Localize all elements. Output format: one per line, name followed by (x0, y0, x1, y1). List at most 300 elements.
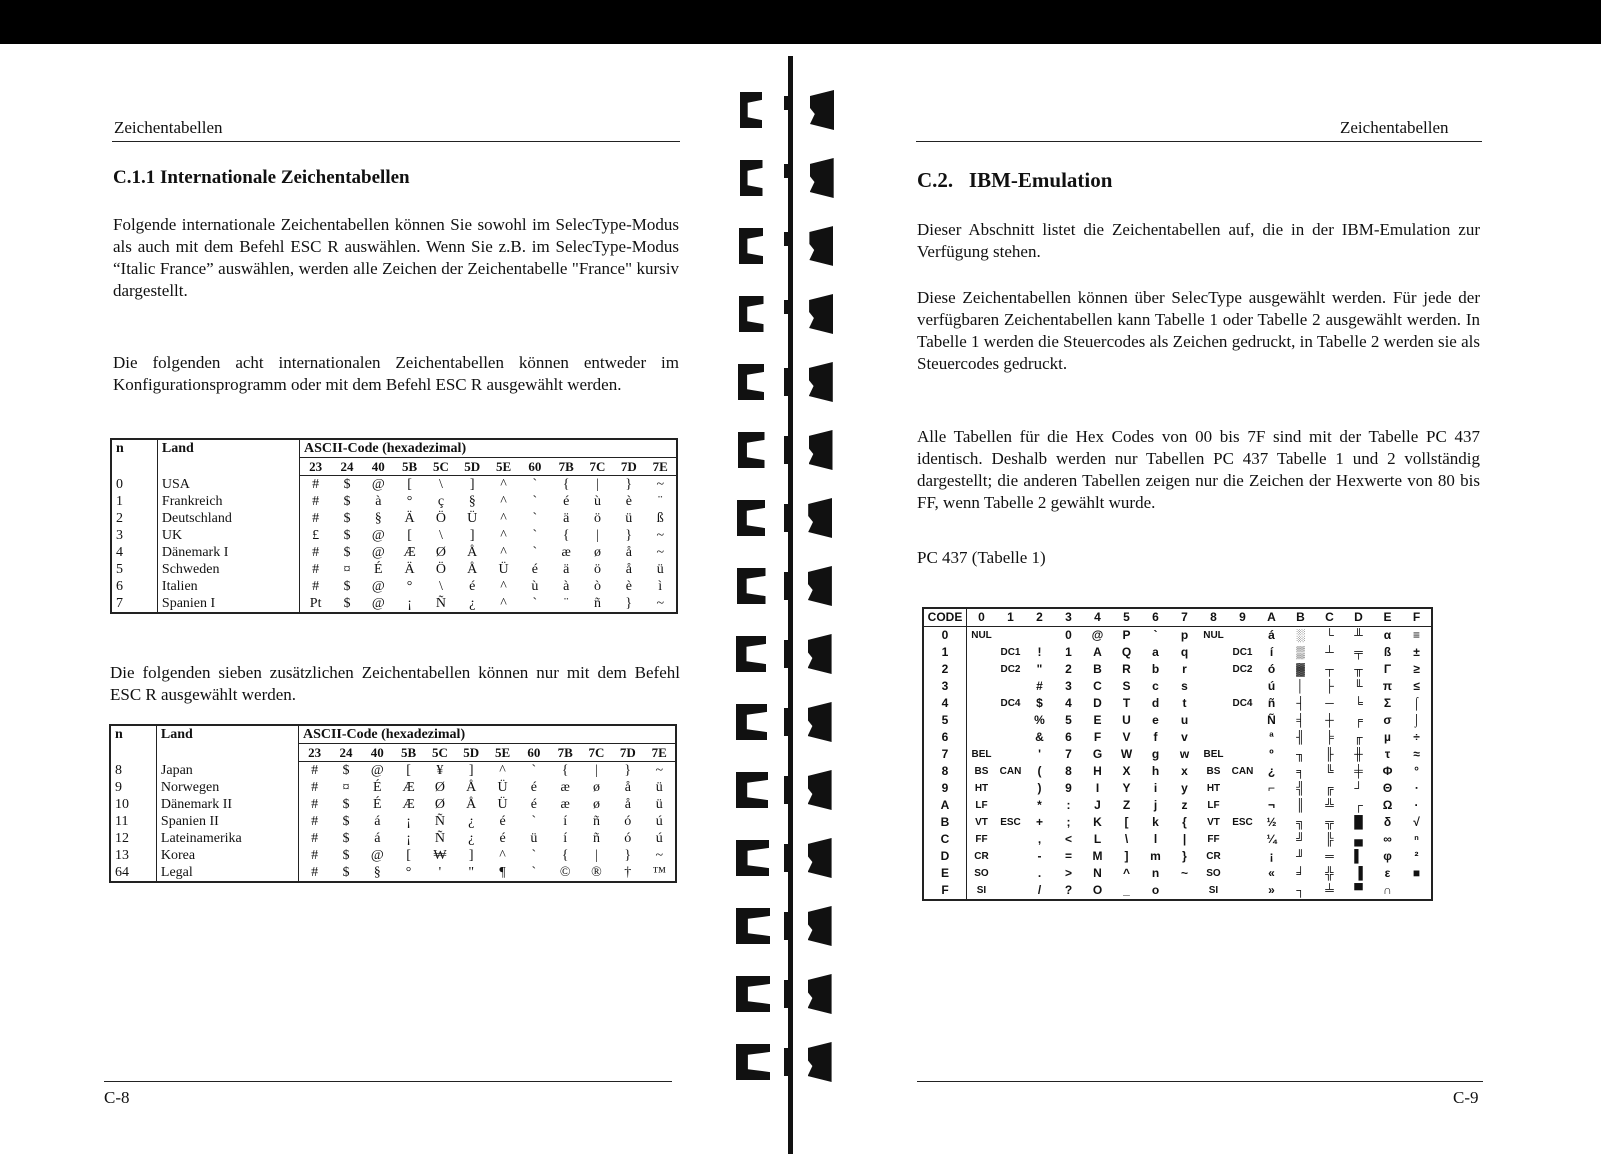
binding-loop-right (810, 90, 834, 130)
char-cell (1170, 882, 1199, 900)
hex-col-header: 8 (1199, 608, 1228, 627)
table-number: 5 (111, 561, 157, 578)
char-cell: \ (438, 528, 443, 543)
hex-row-header: F (923, 882, 967, 900)
table-row (110, 847, 676, 864)
char-cell: 0 (1065, 628, 1072, 642)
table-number: 10 (110, 796, 156, 813)
table-number: 1 (111, 493, 157, 510)
char-cell: ╚ (1325, 764, 1334, 778)
char-cell: ; (1066, 815, 1071, 829)
char-cell: å (625, 562, 632, 577)
char-cell: ╟ (1325, 747, 1334, 761)
char-cell: Ñ (434, 814, 445, 829)
paragraph: Diese Zeichentabellen können über SelecType ausgewählt werden. Für jede der verfügbaren Zeichentabellen kann Tabelle 1 oder Tabelle 2 ausgewählt werden. In Tabelle 1 werden die Steuercodes als Zeichen gedruckt, in Tabelle 2 werden sie als Steuercodes gedruckt. (917, 288, 1480, 373)
char-cell: $ (342, 797, 350, 812)
char-cell: # (312, 511, 320, 526)
section-title: C.1.1 Internationale Zeichentabellen (113, 167, 410, 188)
char-cell: è (625, 579, 632, 594)
char-cell: L (1093, 832, 1102, 846)
binding-loop-left (736, 704, 767, 740)
char-cell: ~ (656, 596, 665, 611)
table-number: 4 (111, 544, 157, 561)
char-cell (1228, 865, 1257, 882)
page-number: C-9 (1453, 1088, 1479, 1107)
char-cell: l (1153, 832, 1158, 846)
char-cell: : (1066, 798, 1071, 812)
char-cell: NUL (1203, 630, 1224, 641)
char-cell: 1 (1065, 645, 1072, 659)
right-page (880, 44, 1601, 1154)
binding-loop-right (808, 1042, 832, 1082)
char-cell: ▌ (1354, 849, 1363, 863)
char-cell: § (468, 494, 476, 509)
hex-code-header: 7E (643, 744, 676, 762)
char-cell: V (1122, 730, 1131, 744)
hex-code-header: 7B (551, 458, 582, 476)
hex-code-header: 7B (550, 744, 581, 762)
char-cell: ] (1124, 849, 1129, 863)
char-cell: b (1151, 662, 1160, 676)
char-cell: I (1095, 781, 1100, 795)
binding-ring (784, 844, 790, 872)
char-cell: @ (371, 477, 385, 492)
hex-col-header: 6 (1141, 608, 1170, 627)
char-cell: # (312, 545, 320, 560)
binding-ring (784, 368, 790, 396)
char-cell: » (1268, 883, 1275, 897)
hex-code-header: 40 (362, 744, 393, 762)
table-row (923, 678, 1432, 695)
char-cell (1199, 661, 1228, 678)
char-cell: $ (342, 814, 350, 829)
char-cell: ∙ (1414, 781, 1419, 795)
char-cell (1228, 848, 1257, 865)
char-cell: W (1120, 747, 1133, 761)
table-row (111, 544, 677, 561)
char-cell: Ü (497, 780, 508, 795)
hex-code-header: 5D (457, 458, 488, 476)
char-cell: ² (1414, 849, 1419, 863)
char-cell: ì (658, 579, 663, 594)
char-cell: ~ (656, 545, 665, 560)
country-name: Norwegen (156, 779, 298, 796)
char-cell: $ (342, 865, 350, 880)
table-row (923, 865, 1432, 882)
char-cell: G (1092, 747, 1103, 761)
char-cell: P (1122, 628, 1131, 642)
char-cell (1199, 644, 1228, 661)
char-cell: § (374, 511, 382, 526)
char-cell: = (1064, 849, 1072, 863)
char-cell: } (625, 528, 633, 543)
char-cell: ö (593, 562, 601, 577)
hex-code-header: 60 (518, 744, 549, 762)
char-cell: è (625, 494, 632, 509)
char-cell: ╥ (1354, 662, 1363, 676)
table-number: 0 (111, 476, 157, 494)
char-cell: ▓ (1296, 662, 1305, 676)
char-cell (996, 865, 1025, 882)
char-cell: @ (371, 528, 385, 543)
char-cell: ~ (655, 763, 664, 778)
hex-row-header: D (923, 848, 967, 865)
char-cell: ± (1413, 645, 1420, 659)
char-cell: ø (592, 780, 600, 795)
char-cell: Ø (434, 780, 445, 795)
char-cell: τ (1384, 747, 1391, 761)
hex-code-header: 7C (582, 458, 613, 476)
char-cell: Ä (404, 562, 415, 577)
char-cell: å (624, 797, 631, 812)
char-cell: S (1122, 679, 1131, 693)
char-cell: ░ (1296, 628, 1305, 642)
char-cell: { (562, 528, 570, 543)
table-row (111, 493, 677, 510)
char-cell: ∩ (1383, 883, 1392, 897)
country-name: UK (157, 527, 299, 544)
char-cell: ¿ (1267, 764, 1276, 778)
table-row (111, 578, 677, 595)
char-cell: $ (342, 848, 350, 863)
country-name: USA (157, 476, 299, 494)
char-cell: Σ (1383, 696, 1392, 710)
char-cell: - (1037, 849, 1042, 863)
char-cell: # (312, 579, 320, 594)
binding-ring (784, 436, 790, 464)
table-row (923, 644, 1432, 661)
char-cell: ó (1267, 662, 1276, 676)
char-cell: ┼ (1325, 713, 1334, 727)
binding-ring (784, 980, 790, 1008)
binding-loop-right (808, 906, 832, 946)
char-cell: e (1152, 713, 1159, 727)
char-cell: ^ (500, 477, 507, 492)
table-number: 3 (111, 527, 157, 544)
char-cell: ) (1037, 781, 1042, 795)
char-cell: ^ (500, 596, 507, 611)
char-cell: Ω (1382, 798, 1393, 812)
char-cell (996, 627, 1025, 645)
char-cell: Θ (1382, 781, 1393, 795)
hex-code-header: 5C (425, 458, 456, 476)
hex-code-header: 7C (581, 744, 612, 762)
binding-loop-left (736, 636, 766, 672)
char-cell: ¿ (468, 814, 475, 829)
char-cell: ` (531, 865, 537, 880)
char-cell: √ (1413, 815, 1420, 829)
hex-col-header: D (1344, 608, 1373, 627)
char-cell: ^ (499, 848, 506, 863)
char-cell: ═ (1325, 849, 1334, 863)
char-cell: ε (1384, 866, 1391, 880)
binding-ring (784, 912, 790, 940)
char-cell: ┐ (1296, 883, 1305, 897)
binding-loop-left (738, 364, 764, 400)
char-cell: J (1094, 798, 1101, 812)
char-cell: ÷ (1413, 730, 1420, 744)
char-cell: « (1268, 866, 1275, 880)
char-cell: $ (342, 763, 350, 778)
char-cell: $ (342, 831, 350, 846)
char-cell: @ (370, 848, 384, 863)
char-cell: k (1152, 815, 1159, 829)
table-number: 2 (111, 510, 157, 527)
table-number: 12 (110, 830, 156, 847)
char-cell: ] (469, 528, 475, 543)
char-cell: CR (1206, 851, 1221, 862)
char-cell: CR (974, 851, 989, 862)
hex-row-header: 7 (923, 746, 967, 763)
char-cell: á (1268, 628, 1275, 642)
char-cell: y (1181, 781, 1188, 795)
char-cell: ╙ (1354, 679, 1363, 693)
char-cell (1228, 678, 1257, 695)
char-cell: ø (593, 545, 601, 560)
hex-col-header: E (1373, 608, 1402, 627)
binding-ring (784, 1048, 790, 1076)
char-cell: # (311, 797, 319, 812)
char-cell: Ñ (1267, 713, 1276, 727)
char-cell: í (1269, 645, 1274, 659)
char-cell: s (1181, 679, 1188, 693)
char-cell: ¡ (406, 814, 411, 829)
char-cell (1228, 780, 1257, 797)
hex-row-header: E (923, 865, 967, 882)
char-cell: ä (563, 562, 570, 577)
table-row (111, 476, 677, 494)
char-cell: DC2 (1232, 664, 1253, 675)
char-cell (1228, 882, 1257, 900)
char-cell: ┘ (1354, 781, 1363, 795)
char-cell: X (1122, 764, 1131, 778)
char-cell: ⌐ (1267, 781, 1275, 795)
char-cell: å (624, 780, 631, 795)
char-cell: ß (1383, 645, 1392, 659)
table-number: 11 (110, 813, 156, 830)
hex-row-header: A (923, 797, 967, 814)
char-cell (1199, 712, 1228, 729)
char-cell: [ (407, 477, 412, 492)
country-name: Italien (157, 578, 299, 595)
char-cell: 3 (1065, 679, 1072, 693)
char-cell: └ (1325, 628, 1334, 642)
running-head: Zeichentabellen (114, 118, 223, 137)
char-cell: ╫ (1354, 747, 1363, 761)
char-cell (996, 746, 1025, 763)
char-cell: Å (467, 545, 478, 560)
char-cell: ™ (652, 865, 667, 880)
char-cell: π (1382, 679, 1393, 693)
char-cell (996, 712, 1025, 729)
table-row (923, 695, 1432, 712)
char-cell: Ø (435, 545, 446, 560)
char-cell: o (1151, 883, 1160, 897)
hex-row-header: 3 (923, 678, 967, 695)
char-cell: £ (312, 528, 320, 543)
char-cell (967, 661, 997, 678)
char-cell: ¥ (436, 763, 444, 778)
table-row (923, 729, 1432, 746)
char-cell: æ (560, 780, 570, 795)
binding-loop-right (808, 974, 832, 1014)
char-cell: SI (1208, 885, 1219, 896)
char-cell: ╔ (1325, 781, 1334, 795)
country-name: Dänemark I (157, 544, 299, 561)
country-name: Legal (156, 864, 298, 882)
char-cell: ESC (1000, 817, 1021, 828)
char-cell: | (1182, 832, 1187, 846)
char-cell: B (1093, 662, 1102, 676)
table-number: 64 (110, 864, 156, 882)
char-cell: q (1180, 645, 1189, 659)
char-cell: Å (467, 562, 478, 577)
table-row (110, 813, 676, 830)
table-row (111, 595, 677, 613)
char-cell: 4 (1065, 696, 1072, 710)
char-cell: | (595, 763, 598, 778)
char-cell: ≈ (1413, 747, 1420, 761)
char-cell: ? (1064, 883, 1073, 897)
char-cell: ¬ (1267, 798, 1275, 812)
char-cell: ß (656, 511, 664, 526)
char-cell: ^ (500, 579, 507, 594)
char-cell: é (531, 562, 538, 577)
binding-ring (784, 504, 790, 532)
binding-ring (784, 776, 790, 804)
char-cell: DC1 (1000, 647, 1021, 658)
char-cell: @ (371, 579, 385, 594)
table-row (923, 712, 1432, 729)
char-cell: # (312, 477, 320, 492)
char-cell (967, 644, 997, 661)
char-cell: α (1383, 628, 1392, 642)
char-cell: ñ (593, 596, 601, 611)
char-cell: ` (531, 848, 537, 863)
char-cell: A (1093, 645, 1102, 659)
char-cell: ^ (1122, 866, 1130, 880)
char-cell: h (1151, 764, 1160, 778)
table-row (923, 763, 1432, 780)
char-cell: 6 (1065, 730, 1072, 744)
char-cell: ö (593, 511, 601, 526)
char-cell: ` (532, 528, 538, 543)
char-cell: # (1036, 679, 1043, 693)
char-cell: ¿ (469, 596, 476, 611)
binding-loop-right (808, 770, 832, 810)
char-cell: ` (532, 477, 538, 492)
char-cell (996, 848, 1025, 865)
char-cell: $ (343, 528, 351, 543)
char-cell: ` (532, 511, 538, 526)
char-cell: ^ (500, 494, 507, 509)
char-cell: { (561, 763, 569, 778)
binding-ring (784, 572, 790, 600)
char-cell: ^ (500, 528, 507, 543)
footer-rule (104, 1081, 672, 1082)
table-row (923, 814, 1432, 831)
char-cell: ] (469, 477, 475, 492)
hex-code-header: 5B (393, 744, 424, 762)
char-cell: Ö (435, 562, 446, 577)
hex-col-header: F (1402, 608, 1432, 627)
char-cell: # (311, 763, 319, 778)
char-cell: } (624, 848, 632, 863)
country-name: Korea (156, 847, 298, 864)
char-cell: H (1093, 764, 1102, 778)
table-row (923, 848, 1432, 865)
char-cell: í (563, 814, 568, 829)
char-cell: 5 (1065, 713, 1072, 727)
hex-col-header: B (1286, 608, 1315, 627)
char-cell: ╗ (1296, 815, 1305, 829)
char-cell: [ (1124, 815, 1129, 829)
char-cell: ü (656, 562, 664, 577)
char-cell: $ (343, 494, 351, 509)
char-cell: É (374, 562, 383, 577)
char-cell: T (1122, 696, 1131, 710)
char-cell: É (373, 797, 382, 812)
char-cell: [ (407, 528, 412, 543)
char-cell: ╧ (1325, 883, 1334, 897)
char-cell: U (1122, 713, 1131, 727)
col-header-n: n (110, 725, 156, 762)
char-cell: M (1092, 849, 1103, 863)
char-cell: ¨ (657, 494, 663, 509)
hex-row-header: 1 (923, 644, 967, 661)
char-cell: [ (406, 763, 411, 778)
hex-code-header: 7D (612, 744, 643, 762)
char-cell: # (311, 831, 319, 846)
hex-col-header: 0 (967, 608, 997, 627)
char-cell (996, 797, 1025, 814)
hex-col-header: 5 (1112, 608, 1141, 627)
country-name: Japan (156, 762, 298, 780)
char-cell: BS (1206, 766, 1221, 777)
char-cell: . (1037, 866, 1042, 880)
char-cell: LF (975, 800, 988, 811)
char-cell: " (468, 865, 475, 880)
char-cell: ¨ (563, 596, 569, 611)
intro-paragraph: Dieser Abschnitt listet die Zeichentabellen auf, die in der IBM-Emulation zur Verfügung stehen. (917, 220, 1480, 261)
char-cell: ₩ (433, 848, 447, 863)
char-cell: @ (371, 545, 385, 560)
char-cell: é (563, 494, 570, 509)
char-cell (967, 729, 997, 746)
char-cell: í (563, 831, 568, 846)
binding-loop-left (739, 296, 764, 332)
char-cell: ^ (500, 511, 507, 526)
char-cell: Å (466, 780, 477, 795)
char-cell (1228, 729, 1257, 746)
char-cell: φ (1383, 849, 1392, 863)
char-cell: ╨ (1354, 628, 1363, 642)
intro-paragraph: Folgende internationale Zeichentabellen können Sie sowohl im SelecType-Modus als auch mit dem Befehl ESC R auswählen. Wenn Sie z.B. im SelecType-Modus “Italic France” auswählen, werden alle Zeichen der Zeichentabelle "France" kursiv dargestellt. (113, 215, 679, 300)
char-cell: * (1037, 798, 1042, 812)
char-cell: BEL (1203, 749, 1224, 760)
char-cell: │ (1296, 679, 1305, 693)
char-cell: j (1153, 798, 1158, 812)
hex-code-header: 5E (487, 744, 518, 762)
char-cell: ┴ (1325, 645, 1334, 659)
char-cell: g (1151, 747, 1160, 761)
char-cell: ú (1267, 679, 1276, 693)
char-cell: ├ (1325, 679, 1334, 693)
char-cell: ⌠ (1412, 696, 1421, 710)
char-cell: ¼ (1266, 832, 1277, 846)
paragraph: Die folgenden acht internationalen Zeichentabellen können entweder im Konfigurationsprogramm oder mit dem Befehl ESC R ausgewählt werden. (113, 353, 679, 394)
char-cell: ñ (1267, 696, 1276, 710)
